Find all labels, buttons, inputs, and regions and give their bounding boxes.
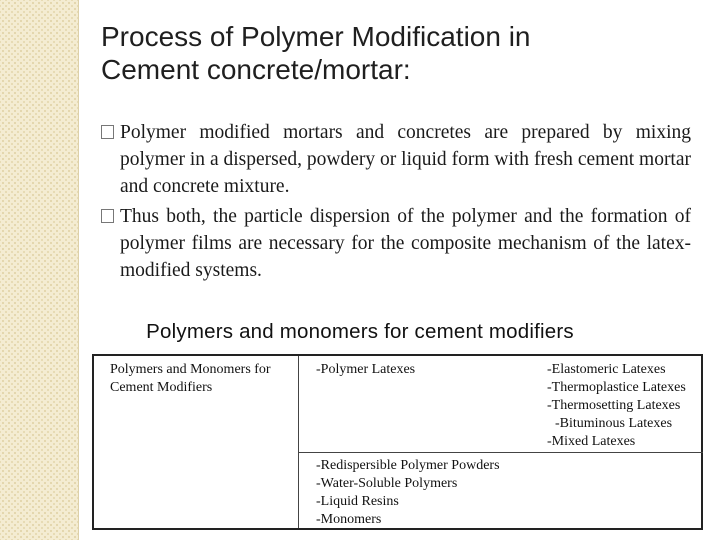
bullet-text-1: Polymer modified mortars and concretes are prepared by mixing polymer in a dispersed, powdery or liquid form with fresh cement mortar and concrete mixture.: [120, 122, 691, 197]
slide-title-line-2: Cement concrete/mortar:: [101, 54, 411, 85]
table-horizontal-divider: [298, 452, 703, 453]
bullet-text-2: Thus both, the particle dispersion of the polymer and the formation of polymer films are necessary for the composite mechanism of the latex-modified systems.: [120, 206, 691, 281]
list-item: -Water-Soluble Polymers: [316, 476, 458, 491]
checkbox-bullet-icon: [101, 125, 114, 139]
polymer-latexes-cell: -Polymer Latexes: [316, 362, 416, 377]
list-item: -Redispersible Polymer Powders: [316, 458, 500, 473]
other-modifiers-list: [316, 457, 500, 529]
list-item: -Thermosetting Latexes: [547, 398, 681, 413]
table-caption: Polymers and monomers for cement modifiers: [146, 320, 574, 343]
bullet-point-2: [101, 203, 691, 284]
decorative-side-band: [0, 0, 78, 540]
table-header-cell: Polymers and Monomers for Cement Modifiers: [110, 362, 271, 395]
bullet-point-1: [101, 119, 691, 200]
side-band-divider: [78, 0, 79, 540]
slide-title: [101, 20, 701, 86]
modifier-classification-table: [92, 354, 703, 530]
list-item: -Liquid Resins: [316, 494, 399, 509]
slide-title-line-1: Process of Polymer Modification in: [101, 21, 531, 52]
list-item: -Bituminous Latexes: [555, 416, 673, 431]
latex-types-list: [547, 361, 686, 451]
list-item: -Elastomeric Latexes: [547, 362, 666, 377]
list-item: -Mixed Latexes: [547, 434, 636, 449]
list-item: -Thermoplastice Latexes: [547, 380, 686, 395]
checkbox-bullet-icon: [101, 209, 114, 223]
table-vertical-divider: [298, 356, 299, 528]
list-item: -Monomers: [316, 512, 382, 527]
